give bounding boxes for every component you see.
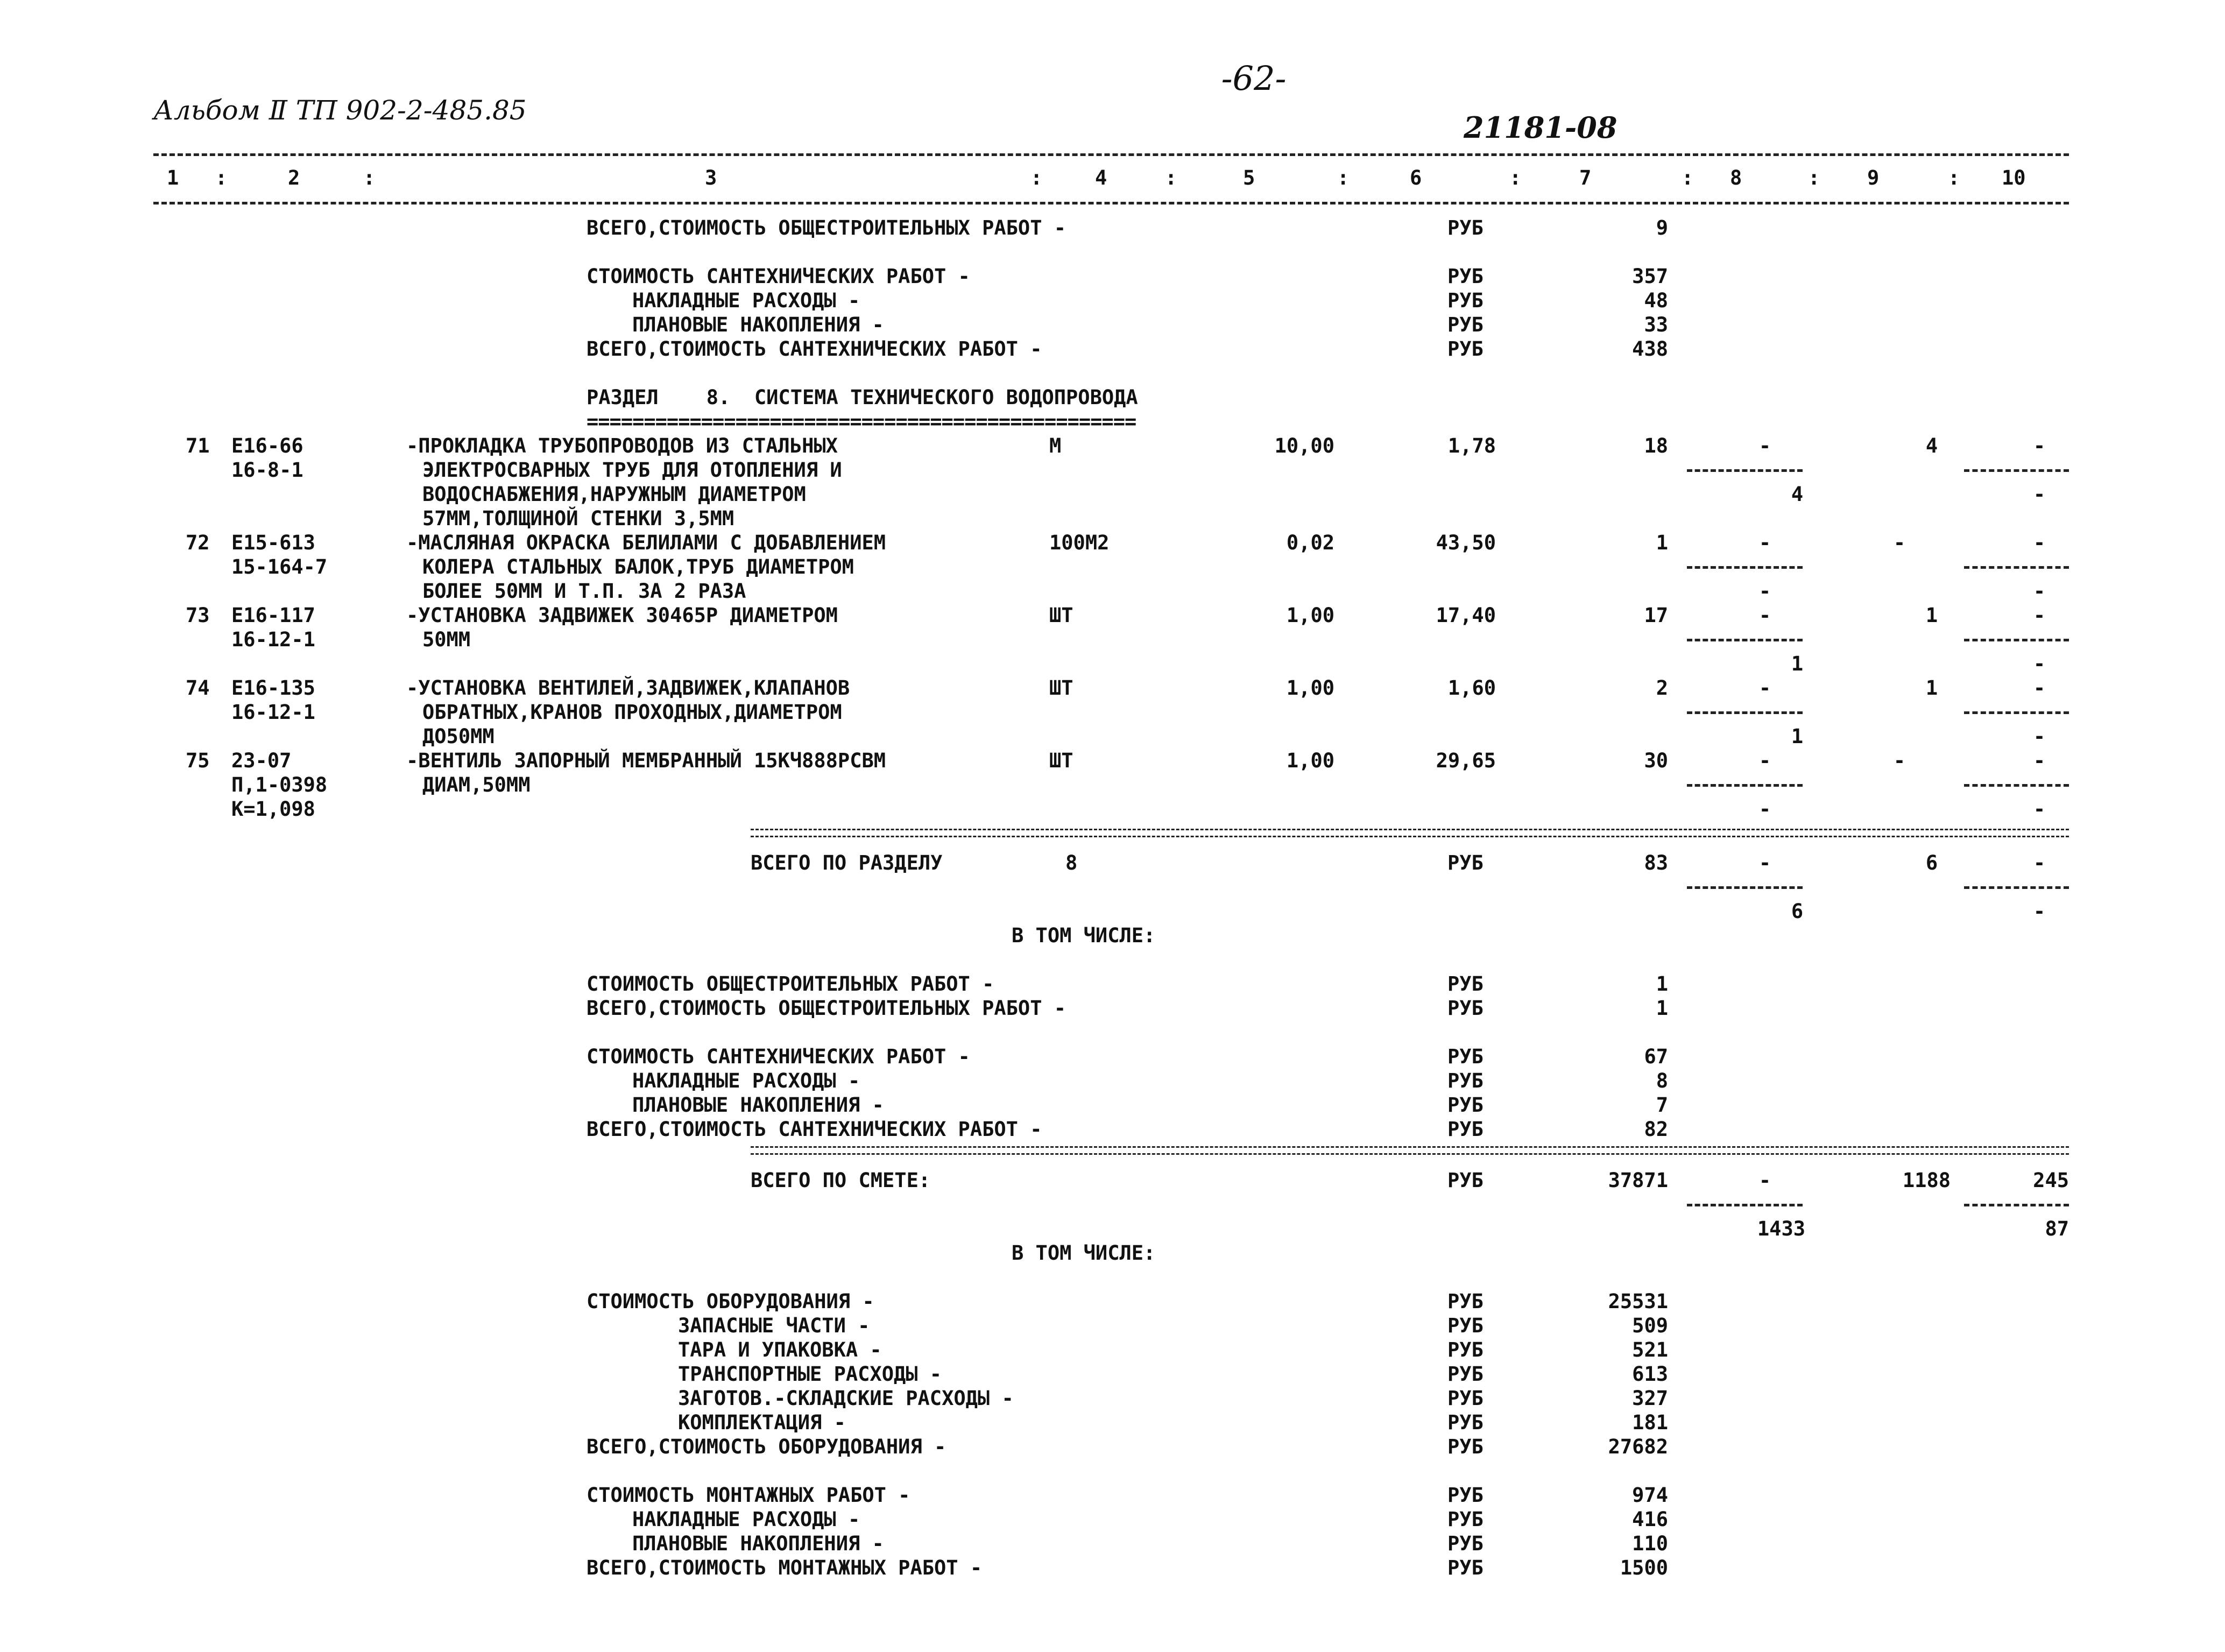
summary-value: 1: [1656, 972, 1668, 996]
summary-unit: РУБ: [1447, 337, 1484, 361]
summary-label: ВСЕГО,СТОИМОСТЬ САНТЕХНИЧЕСКИХ РАБОТ -: [587, 337, 1042, 361]
summary-label: ВСЕГО,СТОИМОСТЬ ОБЩЕСТРОИТЕЛЬНЫХ РАБОТ -: [587, 997, 1066, 1020]
item-code: Е16-135: [231, 676, 315, 700]
section-total-unit: РУБ: [1447, 851, 1484, 874]
section-total-col8-bottom: 6: [1791, 900, 1804, 923]
summary-unit: РУБ: [1447, 1362, 1484, 1386]
summary-unit: РУБ: [1447, 1435, 1484, 1458]
column-separator: :: [1030, 166, 1043, 189]
item-col9: 1: [1925, 676, 1938, 700]
item-quantity: 1,00: [1286, 604, 1334, 627]
summary-label: ЗАГОТОВ.-СКЛАДСКИЕ РАСХОДЫ -: [678, 1387, 1014, 1410]
item-description: КОЛЕРА СТАЛЬНЫХ БАЛОК,ТРУБ ДИАМЕТРОМ: [422, 555, 854, 578]
item-code: 15-164-7: [231, 555, 328, 578]
summary-label: НАКЛАДНЫЕ РАСХОДЫ -: [632, 289, 860, 312]
summary-unit: РУБ: [1447, 997, 1484, 1020]
summary-value: 33: [1644, 313, 1668, 336]
column-separator: :: [1682, 166, 1694, 189]
grand-total-rule: [751, 1146, 2069, 1155]
section-total-col10-top: -: [2033, 851, 2046, 874]
item-quantity: 0,02: [1286, 531, 1334, 554]
summary-value: 509: [1632, 1314, 1668, 1337]
item-col9: -: [1893, 749, 1906, 772]
item-code: К=1,098: [231, 797, 315, 821]
summary-value: 110: [1632, 1532, 1668, 1555]
grand-total-col10-top: 245: [2033, 1169, 2069, 1192]
item-price: 1,60: [1447, 676, 1496, 700]
item-quantity: 1,00: [1286, 676, 1334, 700]
item-code: П,1-0398: [231, 773, 328, 796]
summary-value: 1500: [1620, 1556, 1668, 1579]
summary-label: НАКЛАДНЫЕ РАСХОДЫ -: [632, 1069, 860, 1092]
column-header: 6: [1410, 166, 1422, 189]
summary-unit: РУБ: [1447, 1508, 1484, 1531]
column-header: 1: [167, 166, 179, 189]
section-total-label: ВСЕГО ПО РАЗДЕЛУ: [751, 851, 943, 874]
summary-unit: РУБ: [1447, 289, 1484, 312]
item-code: 16-12-1: [231, 628, 315, 651]
page-number: -62-: [1221, 59, 1287, 98]
item-description: -УСТАНОВКА ВЕНТИЛЕЙ,ЗАДВИЖЕК,КЛАПАНОВ: [406, 676, 850, 700]
section-title: РАЗДЕЛ 8. СИСТЕМА ТЕХНИЧЕСКОГО ВОДОПРОВОДА: [587, 386, 1138, 409]
item-col8-bottom: 4: [1791, 483, 1804, 506]
item-total: 17: [1644, 604, 1668, 627]
summary-value: 327: [1632, 1387, 1668, 1410]
item-number: 71: [186, 434, 210, 457]
item-description: -ПРОКЛАДКА ТРУБОПРОВОДОВ ИЗ СТАЛЬНЫХ: [406, 434, 838, 457]
item-code: 16-12-1: [231, 701, 315, 724]
item-description: 50ММ: [422, 628, 471, 651]
summary-unit: РУБ: [1447, 1532, 1484, 1555]
item-col8-top: -: [1758, 676, 1771, 700]
summary-unit: РУБ: [1447, 1338, 1484, 1361]
summary-label: КОМПЛЕКТАЦИЯ -: [678, 1411, 846, 1434]
column-separator: :: [363, 166, 376, 189]
column-separator: :: [1509, 166, 1522, 189]
item-col8-top: -: [1758, 531, 1771, 554]
column-header: 7: [1579, 166, 1592, 189]
summary-label: СТОИМОСТЬ САНТЕХНИЧЕСКИХ РАБОТ -: [587, 1045, 970, 1068]
column-separator: :: [1165, 166, 1177, 189]
item-price: 43,50: [1436, 531, 1496, 554]
item-number: 73: [186, 604, 210, 627]
item-unit: М: [1049, 434, 1062, 457]
cell-divider: [1687, 469, 1803, 472]
summary-unit: РУБ: [1447, 313, 1484, 336]
summary-value: 357: [1632, 265, 1668, 288]
item-col10-top: -: [2033, 434, 2046, 457]
section-total-col9: 6: [1925, 851, 1938, 874]
album-reference: Альбом Ⅱ ТП 902-2-485.85: [153, 95, 527, 126]
header-bottom-rule: [153, 202, 2069, 204]
summary-unit: РУБ: [1447, 1290, 1484, 1313]
item-total: 2: [1656, 676, 1668, 700]
item-code: 16-8-1: [231, 458, 303, 482]
item-col10-bottom: -: [2033, 652, 2046, 675]
summary-value: 438: [1632, 337, 1668, 361]
item-code: Е16-66: [231, 434, 303, 457]
item-col8-bottom: 1: [1791, 725, 1804, 748]
summary-label: НАКЛАДНЫЕ РАСХОДЫ -: [632, 1508, 860, 1531]
summary-unit: РУБ: [1447, 1093, 1484, 1117]
section-total-number: 8: [1065, 851, 1078, 874]
item-quantity: 1,00: [1286, 749, 1334, 772]
item-col8-bottom: -: [1758, 797, 1771, 821]
section-total-rule: [751, 829, 2069, 837]
item-col8-top: -: [1758, 434, 1771, 457]
in-that-number-heading: В ТОМ ЧИСЛЕ:: [1012, 924, 1156, 947]
summary-unit: РУБ: [1447, 216, 1484, 239]
item-number: 72: [186, 531, 210, 554]
cell-divider: [1687, 711, 1803, 714]
summary-label: ВСЕГО,СТОИМОСТЬ САНТЕХНИЧЕСКИХ РАБОТ -: [587, 1118, 1042, 1141]
summary-unit: РУБ: [1447, 972, 1484, 996]
section-total-col8-top: -: [1758, 851, 1771, 874]
summary-value: 181: [1632, 1411, 1668, 1434]
summary-unit: РУБ: [1447, 1045, 1484, 1068]
header-top-rule: [153, 153, 2069, 156]
item-unit: ШТ: [1049, 604, 1073, 627]
column-header: 10: [2002, 166, 2026, 189]
section-total-value: 83: [1644, 851, 1668, 874]
grand-total-label: ВСЕГО ПО СМЕТЕ:: [751, 1169, 931, 1192]
summary-value: 9: [1656, 216, 1668, 239]
cell-divider: [1964, 469, 2069, 472]
column-separator: :: [1337, 166, 1350, 189]
item-total: 18: [1644, 434, 1668, 457]
summary-value: 27682: [1608, 1435, 1668, 1458]
item-col8-top: -: [1758, 604, 1771, 627]
column-separator: :: [1948, 166, 1960, 189]
item-unit: ШТ: [1049, 749, 1073, 772]
item-number: 74: [186, 676, 210, 700]
summary-unit: РУБ: [1447, 1484, 1484, 1507]
grand-total-col9: 1188: [1902, 1169, 1951, 1192]
summary-label: ПЛАНОВЫЕ НАКОПЛЕНИЯ -: [632, 313, 884, 336]
cell-divider: [1964, 1204, 2069, 1206]
item-unit: ШТ: [1049, 676, 1073, 700]
summary-label: СТОИМОСТЬ САНТЕХНИЧЕСКИХ РАБОТ -: [587, 265, 970, 288]
section-underline: ================================================: [587, 410, 1136, 433]
summary-label: ВСЕГО,СТОИМОСТЬ МОНТАЖНЫХ РАБОТ -: [587, 1556, 983, 1579]
item-code: Е15-613: [231, 531, 315, 554]
item-description: ДИАМ,50ММ: [422, 773, 531, 796]
item-col10-bottom: -: [2033, 797, 2046, 821]
grand-total-col8-top: -: [1758, 1169, 1771, 1192]
summary-label: ПЛАНОВЫЕ НАКОПЛЕНИЯ -: [632, 1532, 884, 1555]
summary-unit: РУБ: [1447, 265, 1484, 288]
item-description: 57ММ,ТОЛЩИНОЙ СТЕНКИ 3,5ММ: [422, 507, 734, 530]
grand-total-col10-bottom: 87: [2045, 1217, 2069, 1240]
item-description: ЭЛЕКТРОСВАРНЫХ ТРУБ ДЛЯ ОТОПЛЕНИЯ И: [422, 458, 842, 482]
section-total-col10-bottom: -: [2033, 900, 2046, 923]
summary-label: ТАРА И УПАКОВКА -: [678, 1338, 882, 1361]
summary-value: 82: [1644, 1118, 1668, 1141]
cell-divider: [1964, 639, 2069, 641]
item-quantity: 10,00: [1274, 434, 1334, 457]
column-separator: :: [1808, 166, 1820, 189]
summary-unit: РУБ: [1447, 1387, 1484, 1410]
item-col10-top: -: [2033, 531, 2046, 554]
item-col9: -: [1893, 531, 1906, 554]
grand-total-value: 37871: [1608, 1169, 1668, 1192]
summary-value: 974: [1632, 1484, 1668, 1507]
cell-divider: [1687, 784, 1803, 787]
item-col9: 4: [1925, 434, 1938, 457]
in-that-number-heading: В ТОМ ЧИСЛЕ:: [1012, 1241, 1156, 1265]
item-description: ОБРАТНЫХ,КРАНОВ ПРОХОДНЫХ,ДИАМЕТРОМ: [422, 701, 842, 724]
column-header: 4: [1095, 166, 1107, 189]
summary-label: СТОИМОСТЬ ОБЩЕСТРОИТЕЛЬНЫХ РАБОТ -: [587, 972, 994, 996]
column-header: 2: [288, 166, 300, 189]
item-col10-top: -: [2033, 749, 2046, 772]
summary-value: 48: [1644, 289, 1668, 312]
item-description: ДО50ММ: [422, 725, 495, 748]
summary-unit: РУБ: [1447, 1556, 1484, 1579]
summary-value: 7: [1656, 1093, 1668, 1117]
summary-label: СТОИМОСТЬ МОНТАЖНЫХ РАБОТ -: [587, 1484, 910, 1507]
summary-value: 25531: [1608, 1290, 1668, 1313]
column-separator: :: [215, 166, 228, 189]
item-col8-top: -: [1758, 749, 1771, 772]
cell-divider: [1964, 711, 2069, 714]
column-header: 8: [1730, 166, 1742, 189]
column-header: 3: [705, 166, 717, 189]
item-price: 1,78: [1447, 434, 1496, 457]
summary-unit: РУБ: [1447, 1314, 1484, 1337]
summary-value: 1: [1656, 997, 1668, 1020]
item-col10-top: -: [2033, 604, 2046, 627]
cell-divider: [1964, 784, 2069, 787]
grand-total-col8-bottom: 1433: [1757, 1217, 1805, 1240]
summary-value: 8: [1656, 1069, 1668, 1092]
summary-label: СТОИМОСТЬ ОБОРУДОВАНИЯ -: [587, 1290, 874, 1313]
summary-value: 521: [1632, 1338, 1668, 1361]
item-col10-bottom: -: [2033, 483, 2046, 506]
summary-value: 416: [1632, 1508, 1668, 1531]
item-number: 75: [186, 749, 210, 772]
column-header: 5: [1243, 166, 1255, 189]
item-description: -МАСЛЯНАЯ ОКРАСКА БЕЛИЛАМИ С ДОБАВЛЕНИЕМ: [406, 531, 886, 554]
item-col10-bottom: -: [2033, 725, 2046, 748]
summary-unit: РУБ: [1447, 1069, 1484, 1092]
item-description: ВОДОСНАБЖЕНИЯ,НАРУЖНЫМ ДИАМЕТРОМ: [422, 483, 806, 506]
item-total: 1: [1656, 531, 1668, 554]
cell-divider: [1687, 566, 1803, 569]
cell-divider: [1964, 566, 2069, 569]
item-col8-bottom: -: [1758, 580, 1771, 603]
summary-unit: РУБ: [1447, 1411, 1484, 1434]
cell-divider: [1687, 639, 1803, 641]
item-total: 30: [1644, 749, 1668, 772]
summary-value: 613: [1632, 1362, 1668, 1386]
summary-label: ПЛАНОВЫЕ НАКОПЛЕНИЯ -: [632, 1093, 884, 1117]
item-code: Е16-117: [231, 604, 315, 627]
summary-label: ЗАПАСНЫЕ ЧАСТИ -: [678, 1314, 870, 1337]
item-description: -ВЕНТИЛЬ ЗАПОРНЫЙ МЕМБРАННЫЙ 15КЧ888РСВМ: [406, 749, 886, 772]
item-col9: 1: [1925, 604, 1938, 627]
item-code: 23-07: [231, 749, 292, 772]
summary-label: ВСЕГО,СТОИМОСТЬ ОБОРУДОВАНИЯ -: [587, 1435, 946, 1458]
grand-total-unit: РУБ: [1447, 1169, 1484, 1192]
item-col10-top: -: [2033, 676, 2046, 700]
summary-unit: РУБ: [1447, 1118, 1484, 1141]
cell-divider: [1964, 886, 2069, 889]
item-unit: 100М2: [1049, 531, 1110, 554]
item-description: БОЛЕЕ 50ММ И Т.П. ЗА 2 РАЗА: [422, 580, 746, 603]
item-price: 29,65: [1436, 749, 1496, 772]
column-header: 9: [1867, 166, 1880, 189]
item-price: 17,40: [1436, 604, 1496, 627]
item-col8-bottom: 1: [1791, 652, 1804, 675]
item-col10-bottom: -: [2033, 580, 2046, 603]
summary-label: ВСЕГО,СТОИМОСТЬ ОБЩЕСТРОИТЕЛЬНЫХ РАБОТ -: [587, 216, 1066, 239]
summary-value: 67: [1644, 1045, 1668, 1068]
cell-divider: [1687, 1204, 1803, 1206]
summary-label: ТРАНСПОРТНЫЕ РАСХОДЫ -: [678, 1362, 942, 1386]
cell-divider: [1687, 886, 1803, 889]
document-code: 21181-08: [1464, 110, 1617, 145]
item-description: -УСТАНОВКА ЗАДВИЖЕК 30465Р ДИАМЕТРОМ: [406, 604, 838, 627]
